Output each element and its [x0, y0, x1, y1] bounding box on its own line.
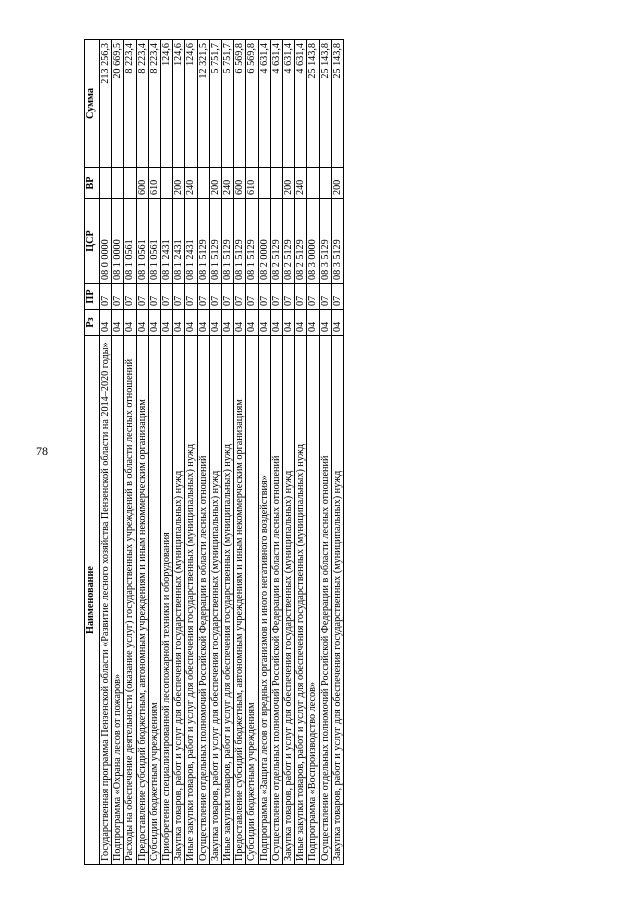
- cell-pr: 07: [173, 284, 185, 310]
- table-row: [148, 40, 160, 865]
- cell-rz: 04: [136, 310, 148, 336]
- cell-vr: 200: [209, 168, 221, 199]
- cell-name: Закупка товаров, работ и услуг для обеспечения государственных (муниципальных) нужд: [173, 336, 185, 865]
- cell-sum: 20 669,5: [112, 40, 124, 168]
- cell-sum: 4 631,4: [295, 40, 307, 168]
- cell-sum: 6 569,8: [246, 40, 258, 168]
- cell-vr: [319, 168, 331, 199]
- cell-pr: 07: [319, 284, 331, 310]
- table-row: [246, 40, 258, 865]
- cell-vr: [161, 168, 173, 199]
- budget-table: [84, 39, 344, 865]
- cell-sum: 8 223,4: [148, 40, 160, 168]
- table-row: [100, 40, 112, 865]
- cell-pr: 07: [270, 284, 282, 310]
- header-pr: ПР: [85, 284, 100, 310]
- cell-sum: 25 143,8: [331, 40, 343, 168]
- cell-pr: 07: [209, 284, 221, 310]
- cell-csr: 08 1 0561: [136, 199, 148, 284]
- cell-sum: 5 751,7: [222, 40, 234, 168]
- table-row: [270, 40, 282, 865]
- cell-vr: 610: [246, 168, 258, 199]
- rotated-table-container: [84, 40, 556, 865]
- cell-pr: 07: [295, 284, 307, 310]
- cell-pr: 07: [283, 284, 295, 310]
- cell-rz: 04: [173, 310, 185, 336]
- table-row: [234, 40, 246, 865]
- cell-pr: 07: [222, 284, 234, 310]
- cell-sum: 124,6: [185, 40, 197, 168]
- table-row: [331, 40, 343, 865]
- cell-name: Закупка товаров, работ и услуг для обеспечения государственных (муниципальных) нужд: [283, 336, 295, 865]
- cell-pr: 07: [234, 284, 246, 310]
- cell-csr: 08 1 2431: [161, 199, 173, 284]
- cell-name: Закупка товаров, работ и услуг для обеспечения государственных (муниципальных) нужд: [209, 336, 221, 865]
- cell-name: Субсидии бюджетным учреждениям: [148, 336, 160, 865]
- cell-rz: 04: [283, 310, 295, 336]
- cell-rz: 04: [307, 310, 319, 336]
- cell-rz: 04: [295, 310, 307, 336]
- cell-name: Подпрограмма «Воспроизводство лесов»: [307, 336, 319, 865]
- cell-pr: 07: [112, 284, 124, 310]
- cell-name: Осуществление отдельных полномочий Российской Федерации в области лесных отношений: [319, 336, 331, 865]
- cell-sum: 124,6: [173, 40, 185, 168]
- table-row: [173, 40, 185, 865]
- cell-csr: 08 1 5129: [209, 199, 221, 284]
- cell-csr: 08 1 5129: [222, 199, 234, 284]
- cell-pr: 07: [124, 284, 136, 310]
- table-row: [209, 40, 221, 865]
- cell-vr: [197, 168, 209, 199]
- cell-csr: 08 2 5129: [283, 199, 295, 284]
- cell-vr: 600: [136, 168, 148, 199]
- cell-csr: 08 1 5129: [234, 199, 246, 284]
- cell-rz: 04: [258, 310, 270, 336]
- cell-sum: 25 143,8: [307, 40, 319, 168]
- cell-sum: 12 321,5: [197, 40, 209, 168]
- cell-csr: 08 3 0000: [307, 199, 319, 284]
- cell-name: Предоставление субсидий бюджетным, автономным учреждениям и иным некоммерческим организациям: [234, 336, 246, 865]
- cell-rz: 04: [161, 310, 173, 336]
- cell-csr: 08 2 0000: [258, 199, 270, 284]
- table-row: [197, 40, 209, 865]
- table-row: [258, 40, 270, 865]
- cell-rz: 04: [270, 310, 282, 336]
- cell-name: Расходы на обеспечение деятельности (оказание услуг) государственных учреждений в области лесных отношений: [124, 336, 136, 865]
- cell-name: Иные закупки товаров, работ и услуг для обеспечения государственных (муниципальных) нужд: [185, 336, 197, 865]
- cell-csr: 08 1 0000: [112, 199, 124, 284]
- cell-sum: 5 751,7: [209, 40, 221, 168]
- cell-vr: 240: [295, 168, 307, 199]
- cell-csr: 08 1 2431: [185, 199, 197, 284]
- table-row: [319, 40, 331, 865]
- cell-vr: 200: [173, 168, 185, 199]
- cell-name: Субсидии бюджетным учреждениям: [246, 336, 258, 865]
- cell-rz: 04: [148, 310, 160, 336]
- cell-vr: 610: [148, 168, 160, 199]
- cell-name: Подпрограмма «Охрана лесов от пожаров»: [112, 336, 124, 865]
- cell-rz: 04: [197, 310, 209, 336]
- cell-pr: 07: [148, 284, 160, 310]
- cell-sum: 6 569,8: [234, 40, 246, 168]
- cell-name: Подпрограмма «Защита лесов от вредных организмов и иного негативного воздействия»: [258, 336, 270, 865]
- cell-sum: 8 223,4: [136, 40, 148, 168]
- cell-name: Предоставление субсидий бюджетным, автономным учреждениям и иным некоммерческим организациям: [136, 336, 148, 865]
- page-number: 78: [36, 444, 48, 458]
- cell-vr: [100, 168, 112, 199]
- cell-rz: 04: [331, 310, 343, 336]
- cell-pr: 07: [258, 284, 270, 310]
- cell-pr: 07: [331, 284, 343, 310]
- cell-pr: 07: [185, 284, 197, 310]
- header-sum: Сумма: [85, 40, 100, 168]
- cell-rz: 04: [100, 310, 112, 336]
- cell-name: Приобретение специализированной лесопожарной техники и оборудования: [161, 336, 173, 865]
- cell-vr: 200: [283, 168, 295, 199]
- table-row: [112, 40, 124, 865]
- cell-vr: [124, 168, 136, 199]
- cell-csr: 08 1 0561: [124, 199, 136, 284]
- cell-pr: 07: [246, 284, 258, 310]
- cell-sum: 4 631,4: [270, 40, 282, 168]
- cell-sum: 124,6: [161, 40, 173, 168]
- cell-vr: 240: [222, 168, 234, 199]
- cell-csr: 08 2 5129: [270, 199, 282, 284]
- table-row: [124, 40, 136, 865]
- cell-name: Государственная программа Пензенской области «Развитие лесного хозяйства Пензенской области на 2014–2020 годы»: [100, 336, 112, 865]
- table-row: [283, 40, 295, 865]
- cell-rz: 04: [234, 310, 246, 336]
- cell-name: Иные закупки товаров, работ и услуг для обеспечения государственных (муниципальных) нужд: [222, 336, 234, 865]
- cell-pr: 07: [136, 284, 148, 310]
- cell-csr: 08 1 0561: [148, 199, 160, 284]
- cell-name: Закупка товаров, работ и услуг для обеспечения государственных (муниципальных) нужд: [331, 336, 343, 865]
- header-csr: ЦСР: [85, 199, 100, 284]
- cell-sum: 213 256,3: [100, 40, 112, 168]
- cell-rz: 04: [112, 310, 124, 336]
- header-vr: ВР: [85, 168, 100, 199]
- cell-vr: [307, 168, 319, 199]
- header-name: Наименование: [85, 336, 100, 865]
- cell-pr: 07: [197, 284, 209, 310]
- table-row: [136, 40, 148, 865]
- table-row: [222, 40, 234, 865]
- cell-pr: 07: [100, 284, 112, 310]
- cell-vr: [112, 168, 124, 199]
- table-row: [307, 40, 319, 865]
- cell-sum: 8 223,4: [124, 40, 136, 168]
- cell-rz: 04: [222, 310, 234, 336]
- cell-rz: 04: [209, 310, 221, 336]
- cell-pr: 07: [161, 284, 173, 310]
- cell-rz: 04: [124, 310, 136, 336]
- cell-name: Осуществление отдельных полномочий Российской Федерации в области лесных отношений: [197, 336, 209, 865]
- cell-csr: 08 1 2431: [173, 199, 185, 284]
- cell-csr: 08 3 5129: [319, 199, 331, 284]
- cell-sum: 4 631,4: [258, 40, 270, 168]
- cell-csr: 08 1 5129: [246, 199, 258, 284]
- cell-rz: 04: [246, 310, 258, 336]
- cell-vr: [258, 168, 270, 199]
- cell-vr: 240: [185, 168, 197, 199]
- cell-csr: 08 0 0000: [100, 199, 112, 284]
- cell-sum: 4 631,4: [283, 40, 295, 168]
- table-row: [185, 40, 197, 865]
- table-header-row: [85, 40, 100, 865]
- cell-rz: 04: [185, 310, 197, 336]
- cell-csr: 08 2 5129: [295, 199, 307, 284]
- header-rz: Рз: [85, 310, 100, 336]
- cell-vr: 200: [331, 168, 343, 199]
- cell-csr: 08 1 5129: [197, 199, 209, 284]
- cell-pr: 07: [307, 284, 319, 310]
- table-row: [161, 40, 173, 865]
- cell-rz: 04: [319, 310, 331, 336]
- cell-name: Осуществление отдельных полномочий Российской Федерации в области лесных отношений: [270, 336, 282, 865]
- cell-name: Иные закупки товаров, работ и услуг для обеспечения государственных (муниципальных) нужд: [295, 336, 307, 865]
- cell-csr: 08 3 5129: [331, 199, 343, 284]
- cell-sum: 25 143,8: [319, 40, 331, 168]
- table-row: [295, 40, 307, 865]
- cell-vr: [270, 168, 282, 199]
- cell-vr: 600: [234, 168, 246, 199]
